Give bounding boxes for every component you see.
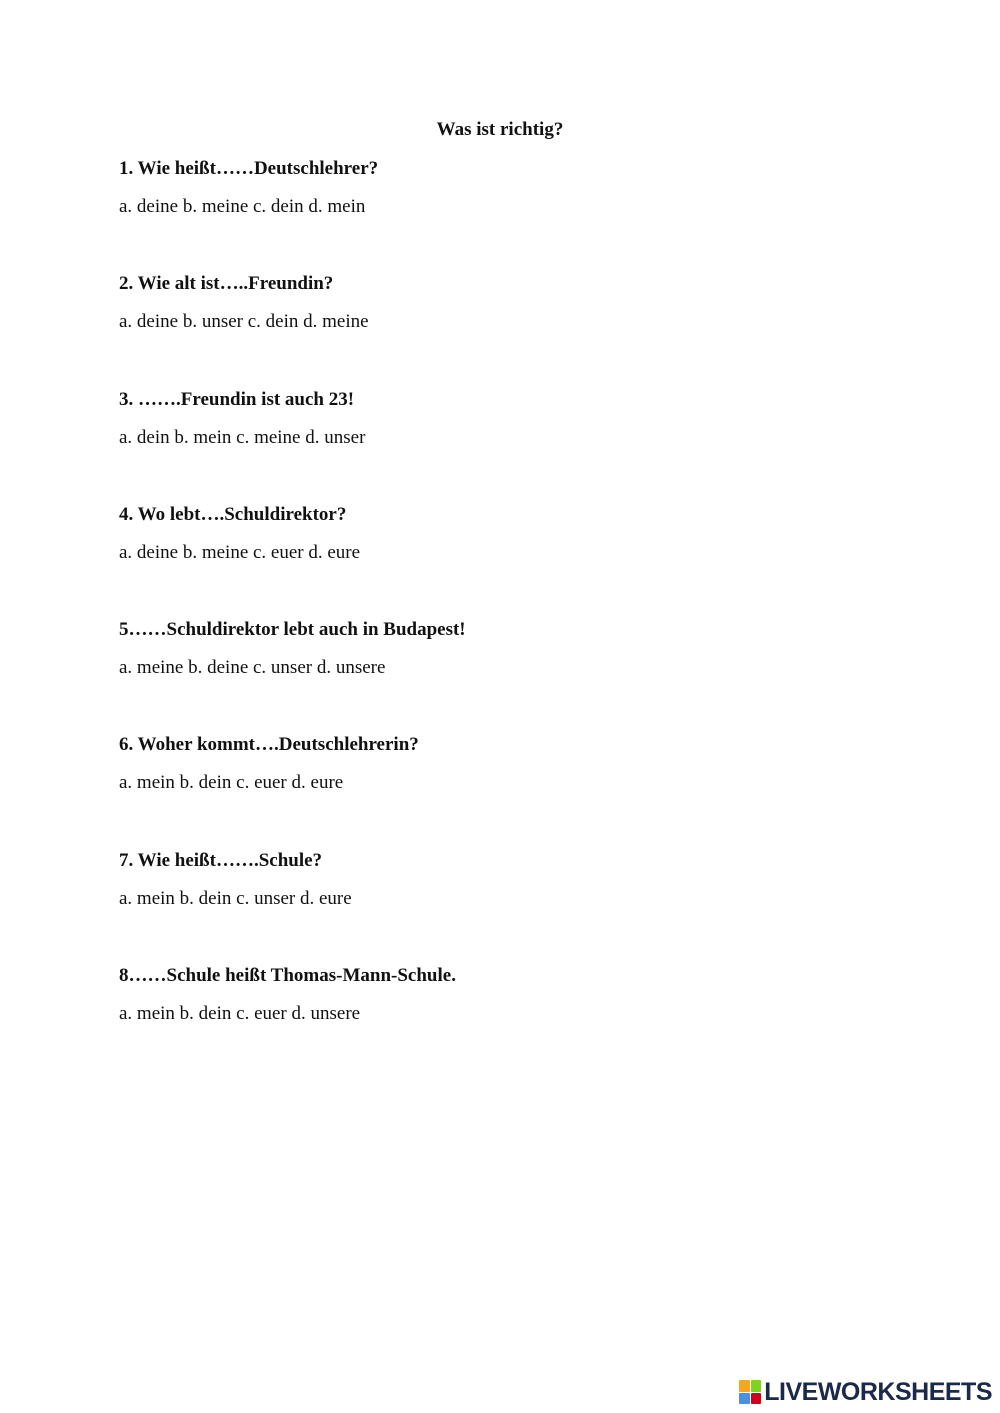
page-title: Was ist richtig? [436,119,564,140]
answer-options: a. mein b. dein c. euer d. eure [119,772,344,794]
answer-options: a. dein b. mein c. meine d. unser [119,426,366,448]
answer-options: a. mein b. dein c. euer d. unsere [119,1003,361,1025]
answer-options: a. deine b. meine c. euer d. eure [119,541,361,563]
answer-options: a. deine b. unser c. dein d. meine [119,311,369,333]
question-text: 4. Wo lebt….Schuldirektor? [119,503,347,525]
liveworksheets-watermark [739,1377,992,1407]
question-list [119,156,919,1078]
question-item [119,502,919,617]
question-text: 8……Schule heißt Thomas-Mann-Schule. [119,965,456,987]
logo-square [739,1393,750,1405]
question-item [119,156,919,271]
question-text: 5……Schuldirektor lebt auch in Budapest! [119,619,466,641]
answer-options: a. meine b. deine c. unser d. unsere [119,657,386,679]
answer-options: a. mein b. dein c. unser d. eure [119,887,352,909]
question-item [119,732,919,847]
question-item [119,617,919,732]
logo-square [751,1380,762,1392]
question-text: 1. Wie heißt……Deutschlehrer? [119,158,379,179]
question-item [119,387,919,502]
question-item [119,271,919,386]
question-text: 3. …….Freundin ist auch 23! [119,388,355,410]
answer-options: a. deine b. meine c. dein d. mein [119,196,366,217]
question-item [119,963,919,1078]
logo-square [739,1380,750,1392]
question-item [119,848,919,963]
logo-square [751,1393,762,1405]
watermark-text: LIVEWORKSHEETS [764,1378,992,1406]
liveworksheets-logo-icon [739,1380,761,1404]
question-text: 6. Woher kommt….Deutschlehrerin? [119,734,419,756]
question-text: 7. Wie heißt…….Schule? [119,849,323,871]
question-text: 2. Wie alt ist…..Freundin? [119,273,334,295]
